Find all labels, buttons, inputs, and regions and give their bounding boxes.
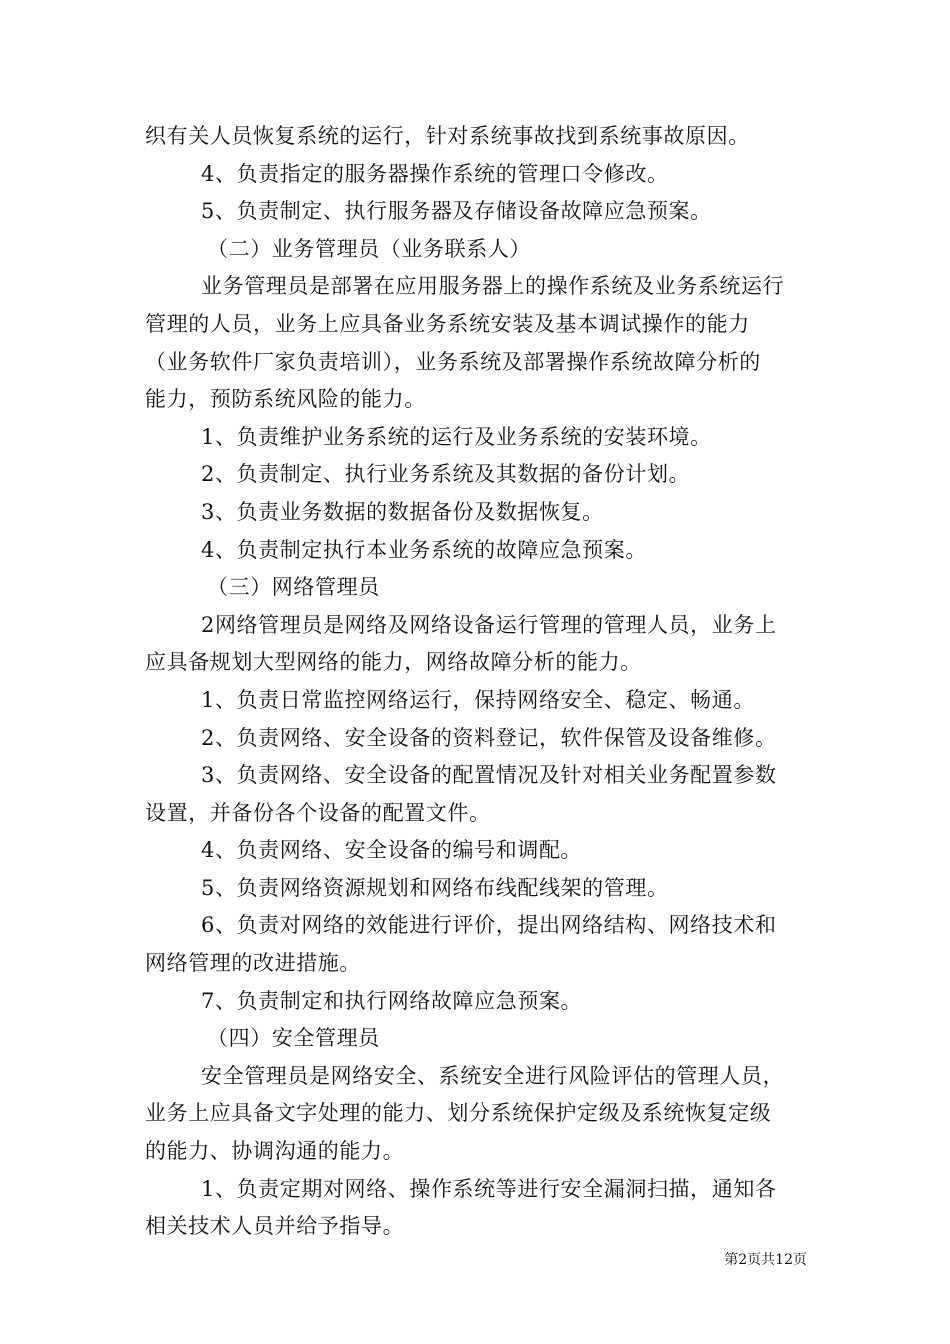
list-item: 7、负责制定和执行网络故障应急预案。 bbox=[201, 988, 583, 1013]
paragraph-line: 安全管理员是网络安全、系统安全进行风险评估的管理人员， bbox=[201, 1063, 785, 1088]
paragraph-line: （业务软件厂家负责培训），业务系统及部署操作系统故障分析的 bbox=[145, 349, 761, 374]
paragraph-line: 的能力、协调沟通的能力。 bbox=[145, 1139, 405, 1164]
list-item: 6、负责对网络的效能进行评价，提出网络结构、网络技术和 bbox=[201, 913, 777, 938]
list-item: 1、负责定期对网络、操作系统等进行安全漏洞扫描，通知各 bbox=[201, 1176, 777, 1201]
list-item: 4、负责指定的服务器操作系统的管理口令修改。 bbox=[201, 161, 669, 186]
list-item: 5、负责制定、执行服务器及存储设备故障应急预案。 bbox=[201, 199, 712, 224]
paragraph-line: 管理的人员，业务上应具备业务系统安装及基本调试操作的能力 bbox=[145, 311, 750, 336]
page-number: 第2页共12页 bbox=[724, 1252, 807, 1268]
section-heading: （三）网络管理员 bbox=[207, 575, 380, 600]
list-item: 2、负责制定、执行业务系统及其数据的备份计划。 bbox=[201, 462, 691, 487]
paragraph-line: 应具备规划大型网络的能力，网络故障分析的能力。 bbox=[145, 650, 642, 675]
document-body bbox=[145, 118, 807, 1246]
list-item: 1、负责日常监控网络运行，保持网络安全、稳定、畅通。 bbox=[201, 687, 755, 712]
list-item: 3、负责业务数据的数据备份及数据恢复。 bbox=[201, 499, 604, 524]
list-item: 5、负责网络资源规划和网络布线配线架的管理。 bbox=[201, 875, 669, 900]
section-heading: （四）安全管理员 bbox=[207, 1026, 380, 1051]
paragraph-line: 2网络管理员是网络及网络设备运行管理的管理人员，业务上 bbox=[201, 612, 777, 637]
text-line: 织有关人员恢复系统的运行，针对系统事故找到系统事故原因。 bbox=[145, 124, 750, 148]
paragraph-line: 网络管理的改进措施。 bbox=[145, 951, 361, 976]
list-item: 3、负责网络、安全设备的配置情况及针对相关业务配置参数 bbox=[201, 763, 777, 788]
list-item: 1、负责维护业务系统的运行及业务系统的安装环境。 bbox=[201, 424, 712, 449]
list-item: 4、负责网络、安全设备的编号和调配。 bbox=[201, 838, 583, 863]
list-item: 4、负责制定执行本业务系统的故障应急预案。 bbox=[201, 537, 647, 562]
paragraph-line: 业务管理员是部署在应用服务器上的操作系统及业务系统运行 bbox=[201, 274, 785, 299]
list-item: 2、负责网络、安全设备的资料登记，软件保管及设备维修。 bbox=[201, 725, 777, 750]
paragraph-line: 设置，并备份各个设备的配置文件。 bbox=[145, 800, 491, 825]
paragraph-line: 业务上应具备文字处理的能力、划分系统保护定级及系统恢复定级 bbox=[145, 1101, 772, 1126]
paragraph-line: 相关技术人员并给予指导。 bbox=[145, 1214, 405, 1239]
section-heading: （二）业务管理员（业务联系人） bbox=[207, 236, 531, 261]
paragraph-line: 能力，预防系统风险的能力。 bbox=[145, 387, 426, 412]
